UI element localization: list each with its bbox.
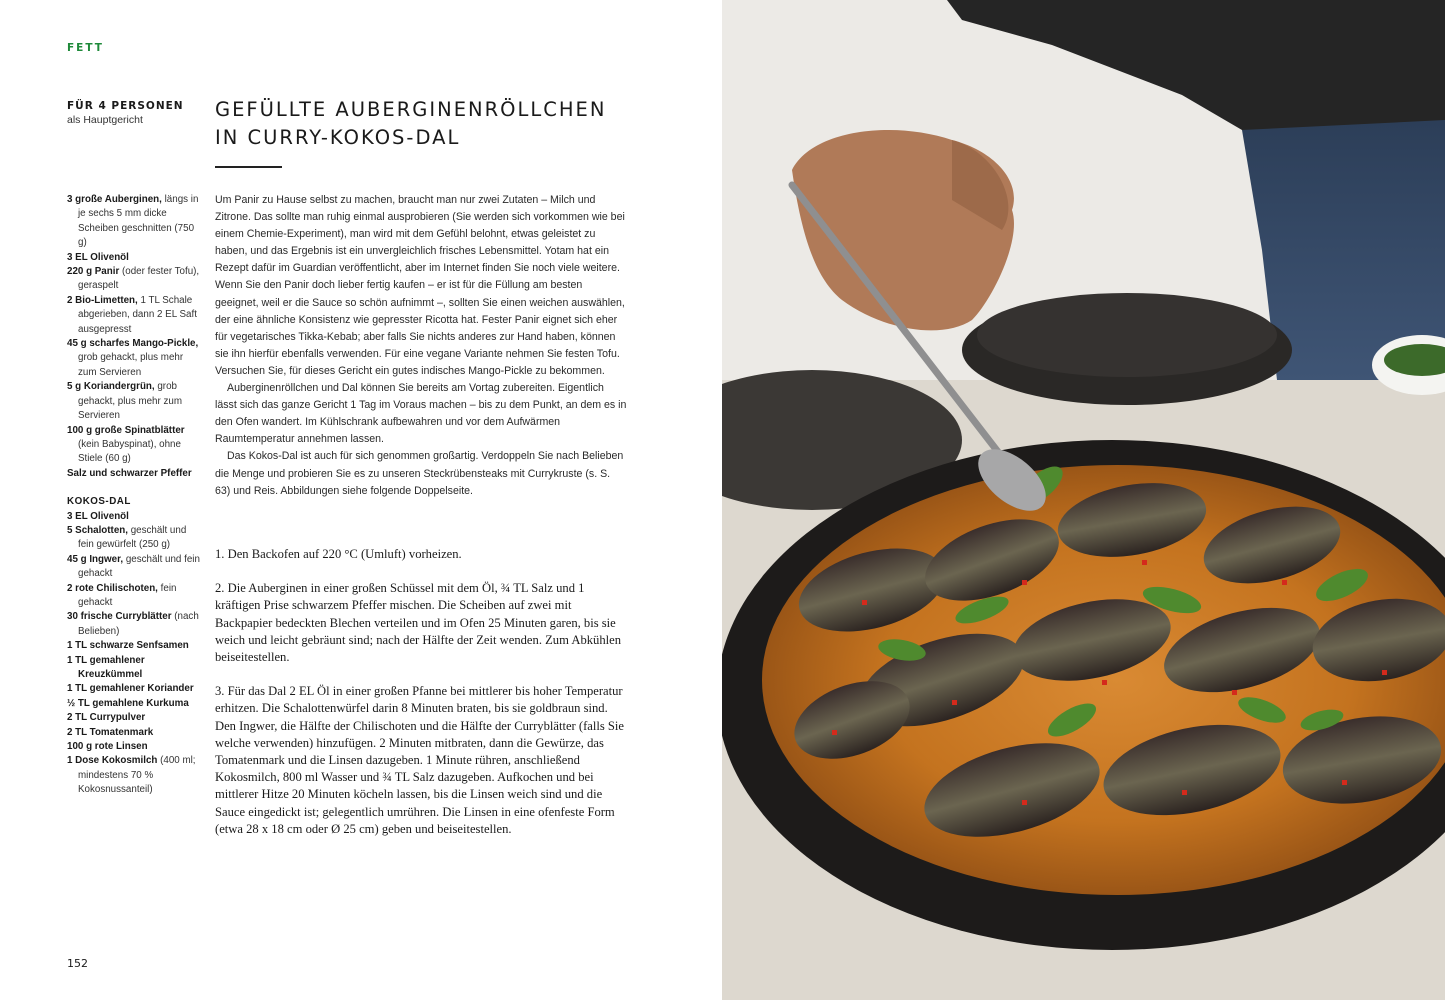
ingredient-item: 2 rote Chilischoten, fein gehackt	[67, 582, 177, 608]
ingredient-item: 2 Bio-Limetten, 1 TL Schale abgerieben, dann 2 EL Saft ausgepresst	[67, 294, 197, 335]
ingredient-item: 45 g Ingwer, geschält und fein gehackt	[67, 553, 200, 580]
method-step: 1. Den Backofen auf 220 °C (Umluft) vorheizen.	[215, 547, 462, 561]
ingredient-item: 1 TL gemahlener Koriander	[67, 683, 194, 695]
ingredient-item: 3 EL Olivenöl	[67, 251, 129, 263]
ingredient-item: 2 TL Currypulver	[67, 712, 146, 724]
dal-subheading: KOKOS-DAL	[67, 496, 131, 508]
method-step: 3. Für das Dal 2 EL Öl in einer großen Pfanne bei mittlerer bis hoher Temperatur erhitzen. Die Schalottenwürfel darin 8 Minuten braten, bis sie goldbraun sind. Den Ingwer, die Hälfte der Chilischoten und die Hälfte der Curryblätter (falls Sie welche verwenden) hinzufügen. 2 Minuten mitbraten, dann die Gewürze, das Tomatenmark und die Linsen dazugeben. 1 Minute rühren, anschließend Kokosmilch, 800 ml Wasser und ¾ TL Salz dazugeben. Aufkochen und bei mittlerer Hitze 20 Minuten köcheln lassen, bis die Linsen weich sind und die Sauce eingedickt ist; gelegentlich umrühren. Die Linsen in eine ofenfeste Form (etwa 28 x 18 cm oder Ø 25 cm) geben und beiseitestellen.	[215, 684, 625, 836]
ingredient-item: 100 g rote Linsen	[67, 741, 148, 753]
food-photo-page	[722, 0, 1445, 1000]
recipe-title-line2: IN CURRY-KOKOS-DAL	[215, 126, 461, 149]
ingredient-item: 45 g scharfes Mango-Pickle, grob gehackt, plus mehr zum Servieren	[67, 338, 199, 378]
ingredient-item: 1 Dose Kokosmilch (400 ml; mindestens 70 % Kokosnussanteil)	[67, 755, 196, 796]
ingredient-item: 1 TL schwarze Senfsamen	[67, 640, 189, 652]
intro-paragraph: Um Panir zu Hause selbst zu machen, braucht man nur zwei Zutaten – Milch und Zitrone. Das sollte man ruhig einmal ausprobieren (Sie werden sich vorkommen wie bei einem Chemie-Experiment), man wird mit dem Gefühl belohnt, etwas geleistet zu haben, und das Ergebnis ist ein unvergleichlich frisches Lebensmittel. Yotam hat ein Rezept dafür im Guardian veröffentlicht, aber im Internet finden Sie noch viele weitere. Wenn Sie den Panir doch lieber fertig kaufen – er ist für die Füllung am besten geeignet, weil er die Sauce so schön aufnimmt –, sollten Sie einen weichen auswählen, der eine ähnliche Konsistenz wie gepresster Ricotta hat. Fester Panir eignet sich eher für vegetarisches Tikka-Kebab; aber falls Sie nichts anderes zur Hand haben, können sie ihn hierfür ebenfalls verwenden. Für eine vegane Variante nehmen Sie festen Tofu. Versuchen Sie, für dieses Gericht ein gutes indisches Mango-Pickle zu bekommen.	[215, 194, 625, 377]
ingredient-item: Salz und schwarzer Pfeffer	[67, 467, 192, 479]
servings-block	[67, 100, 207, 126]
food-photo	[722, 0, 1445, 1000]
ingredient-item: 5 g Koriandergrün, grob gehackt, plus mehr zum Servieren	[67, 381, 183, 422]
ingredient-item: 1 TL gemahlener Kreuzkümmel	[67, 654, 145, 680]
ingredient-item: ½ TL gemahlene Kurkuma	[67, 697, 189, 709]
recipe-title-line1: GEFÜLLTE AUBERGINENRÖLLCHEN	[215, 98, 607, 121]
ingredient-item: 30 frische Curryblätter (nach Belieben)	[67, 611, 199, 637]
intro-paragraph: Das Kokos-Dal ist auch für sich genommen großartig. Verdoppeln Sie nach Belieben die Menge und probieren Sie es zu unseren Steckrübensteaks mit Currykruste (s. S. 63) und Reis. Abbildungen siehe folgende Doppelseite.	[215, 450, 624, 497]
page-number: 152	[67, 957, 88, 970]
section-label: FETT	[67, 42, 104, 54]
ingredient-item: 2 TL Tomatenmark	[67, 726, 154, 738]
method-step: 2. Die Auberginen in einer großen Schüssel mit dem Öl, ¾ TL Salz und 1 kräftigen Prise schwarzem Pfeffer mischen. Die Scheiben auf zwei mit Backpapier bedeckten Blechen verteilen und im Ofen 25 Minuten garen, bis sie weich und leicht gebräunt sind; nach der Hälfte der Zeit wenden. Zum Abkühlen beiseitestellen.	[215, 581, 622, 665]
intro-text	[215, 192, 627, 500]
method-steps	[215, 546, 627, 855]
ingredient-item: 100 g große Spinatblätter (kein Babyspinat), ohne Stiele (60 g)	[67, 424, 185, 465]
ingredient-item: 220 g Panir (oder fester Tofu), geraspelt	[67, 266, 200, 292]
intro-paragraph: Auberginenröllchen und Dal können Sie bereits am Vortag zubereiten. Eigentlich lässt sich das ganze Gericht 1 Tag im Voraus machen – bis zu dem Punkt, an dem es in den Ofen wandert. Im Kühlschrank aufbewahren und vor dem Aufwärmen Raumtemperatur annehmen lassen.	[215, 382, 627, 446]
recipe-title	[215, 96, 606, 152]
left-page	[0, 0, 722, 1000]
ingredient-item: 3 EL Olivenöl	[67, 510, 129, 522]
list-spacer	[67, 481, 202, 495]
ingredient-item: 5 Schalotten, geschält und fein gewürfelt (250 g)	[67, 524, 187, 551]
ingredient-list	[67, 193, 202, 798]
servings-heading: FÜR 4 PERSONEN	[67, 100, 184, 112]
servings-subtitle: als Hauptgericht	[67, 114, 143, 126]
title-divider	[215, 166, 282, 168]
ingredient-item: 3 große Auberginen, längs in je sechs 5 mm dicke Scheiben geschnitten (750 g)	[67, 194, 199, 249]
